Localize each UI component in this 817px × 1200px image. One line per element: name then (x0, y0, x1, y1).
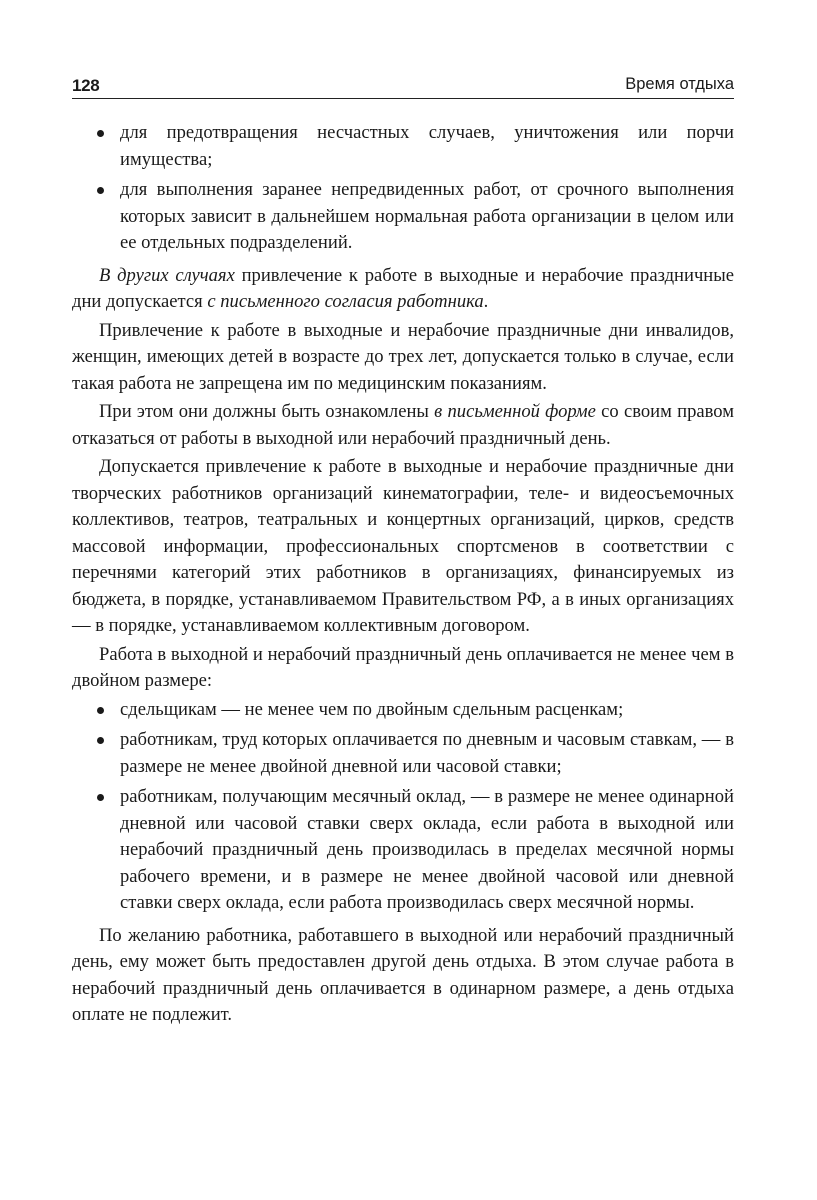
paragraph-day-off: По желанию работника, работавшего в выходной или нерабочий праздничный день, ему может быть предоставлен другой день отдыха. В этом случае работа в нерабочий праздничный день оплачивается в одинарном размере, а день отдыха оплате не подлежит. (72, 924, 734, 1025)
emphasis: в письменной форме (434, 401, 596, 422)
list-item: работникам, получающим месячный оклад, — в размере не менее одинарной дневной или часовой ставки сверх оклада, если работа в выходной или нерабочий праздничный день производилась в пределах месячной нормы рабочего времени, и в размере не менее двойной часовой или дневной ставки сверх оклада, если работа производилась сверх месячной нормы. (72, 784, 734, 917)
bullet-icon (97, 130, 104, 137)
body-text (72, 120, 734, 1029)
chapter-title: Время отдыха (625, 75, 734, 93)
paragraph-disabled-women: Привлечение к работе в выходные и нерабочие праздничные дни инвалидов, женщин, имеющих детей в возрасте до трех лет, допускается только в случае, если такая работа не запрещена им по медицинским показаниям. (72, 319, 734, 394)
list-item: для предотвращения несчастных случаев, уничтожения или порчи имущества; (72, 120, 734, 173)
paragraph-written-notice: При этом они должны быть ознакомлены в письменной форме со своим правом отказаться от работы в выходной или нерабочий праздничный день. (72, 401, 734, 449)
bullet-list-payment (72, 697, 734, 917)
bullet-icon (97, 794, 104, 801)
page-number: 128 (72, 76, 100, 95)
bullet-list-exceptions (72, 120, 734, 257)
emphasis: В других случаях (99, 264, 235, 286)
bullet-icon (97, 187, 104, 194)
list-item: работникам, труд которых оплачивается по дневным и часовым ставкам, — в размере не менее двойной дневной или часовой ставки; (72, 727, 734, 780)
book-page (72, 72, 734, 1031)
running-header (72, 72, 734, 99)
list-item: для выполнения заранее непредвиденных работ, от срочного выполнения которых зависит в дальнейшем нормальная работа организации в целом или ее отдельных подразделений. (72, 177, 734, 257)
paragraph-other-cases: В других случаях привлечение к работе в выходные и нерабочие праздничные дни допускается с письменного согласия работника. (72, 264, 734, 312)
emphasis: с письменного согласия работника (207, 291, 484, 312)
paragraph-creative-workers: Допускается привлечение к работе в выходные и нерабочие праздничные дни творческих работников организаций кинематографии, теле- и видеосъемочных коллективов, театров, театральных и концертных организаций, цирков, средств массовой информации, профессиональных спортсменов в соответствии с перечнями категорий этих работников в организациях, финансируемых из бюджета, в порядке, устанавливаемом Правительством РФ, а в иных организациях — в порядке, устанавливаемом коллективным договором. (72, 456, 734, 636)
bullet-icon (97, 737, 104, 744)
bullet-icon (97, 707, 104, 714)
paragraph-payment: Работа в выходной и нерабочий праздничный день оплачивается не менее чем в двойном размере: (72, 643, 734, 691)
list-item: сдельщикам — не менее чем по двойным сдельным расценкам; (72, 697, 734, 724)
